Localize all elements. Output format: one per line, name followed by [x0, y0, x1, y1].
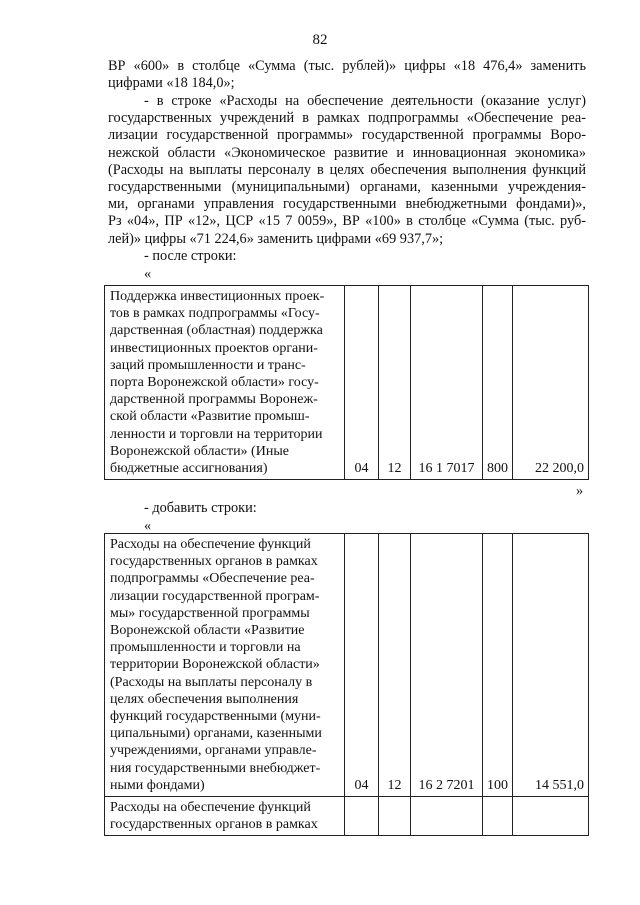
description-line: порта Воронежской области» госу-: [110, 375, 319, 391]
text-line: нежской области «Экономическое развитие и инновационная экономика»: [108, 144, 586, 161]
description-line: государственных органов в рамках: [110, 554, 318, 570]
description-line: дарственная (областная) поддержка: [110, 323, 323, 339]
description-line: промышленности и торговли на: [110, 640, 301, 656]
text-line: цифрами «18 184,0»;: [108, 75, 235, 92]
cell-pr: [379, 797, 411, 836]
cell-sum: [513, 797, 589, 836]
description-line: лизации государственной програм-: [110, 588, 320, 604]
description-line: учреждениями, органами управле-: [110, 743, 317, 759]
description-line: ской области «Развитие промыш-: [110, 409, 310, 425]
text-line: - в строке «Расходы на обеспечение деятельности (оказание услуг): [144, 93, 586, 109]
open-quote: «: [144, 266, 152, 282]
open-quote: «: [144, 518, 152, 534]
description-line: заций промышленности и транс-: [110, 357, 306, 373]
amendment-paragraph: [108, 93, 586, 248]
table-row: [105, 286, 589, 480]
row-description: [105, 797, 345, 836]
intro-paragraph: [108, 58, 586, 92]
cell-pr: 12: [379, 286, 411, 480]
row-description: [105, 534, 345, 797]
cell-rz: 04: [345, 286, 379, 480]
text-line: Рз «04», ПР «12», ЦСР «15 7 0059», ВР «100» в столбце «Сумма (тыс. руб-: [108, 213, 586, 230]
description-line: мы» государственной программы: [110, 605, 310, 621]
text-line: лей)» цифры «71 224,6» заменить цифрами «69 937,7»;: [108, 230, 444, 247]
description-line: Расходы на обеспечение функций: [110, 800, 311, 816]
description-line: ципальными) органами, казенными: [110, 726, 322, 742]
cell-vr: [483, 797, 513, 836]
description-line: подпрограммы «Обеспечение реа-: [110, 571, 315, 587]
text-line: государственными (муниципальными) органами, казенными учреждения-: [108, 179, 586, 196]
cell-sum: 22 200,0: [513, 286, 589, 480]
description-line: дарственной программы Воронеж-: [110, 392, 318, 408]
description-line: Воронежской области «Развитие: [110, 623, 305, 639]
description-line: Воронежской области» (Иные: [110, 443, 289, 459]
cell-vr: 800: [483, 286, 513, 480]
cell-pr: 12: [379, 534, 411, 797]
text-line: ВР «600» в столбце «Сумма (тыс. рублей)» цифры «18 476,4» заменить: [108, 58, 586, 74]
description-line: бюджетные ассигнования): [110, 461, 268, 477]
text-line: (Расходы на выплаты персоналу в целях обеспечения выполнения функций: [108, 161, 586, 178]
cell-csr: 16 1 7017: [411, 286, 483, 480]
text-line: ми, органами управления государственными внебюджетными фондами)»,: [108, 196, 586, 213]
budget-table-new-rows: [104, 533, 589, 836]
budget-table-existing-row: [104, 285, 589, 480]
description-line: ленности и торговли на территории: [110, 426, 323, 442]
table-row: [105, 534, 589, 797]
text-line: лизации государственной программы» государственной программы Воро-: [108, 127, 586, 144]
description-line: тов в рамках подпрограммы «Госу-: [110, 306, 320, 322]
close-quote: »: [576, 483, 584, 499]
after-row-label: - после строки:: [144, 248, 237, 264]
description-line: Поддержка инвестиционных проек-: [110, 289, 325, 304]
row-description: [105, 286, 345, 480]
cell-rz: [345, 797, 379, 836]
description-line: ния государственными внебюджет-: [110, 760, 321, 776]
description-line: инвестиционных проектов органи-: [110, 340, 318, 356]
cell-rz: 04: [345, 534, 379, 797]
add-rows-label: - добавить строки:: [144, 500, 257, 516]
text-line: государственных учреждений в рамках подпрограммы «Обеспечение реа-: [108, 110, 586, 127]
table-row: [105, 797, 589, 836]
description-line: целях обеспечения выполнения: [110, 691, 299, 707]
description-line: государственных органов в рамках: [110, 817, 318, 833]
description-line: функций государственными (муни-: [110, 709, 321, 725]
description-line: ными фондами): [110, 777, 205, 793]
cell-vr: 100: [483, 534, 513, 797]
description-line: территории Воронежской области»: [110, 657, 320, 673]
description-line: Расходы на обеспечение функций: [110, 537, 311, 552]
cell-csr: [411, 797, 483, 836]
description-line: (Расходы на выплаты персоналу в: [110, 674, 313, 690]
page-number: 82: [312, 32, 328, 48]
cell-csr: 16 2 7201: [411, 534, 483, 797]
cell-sum: 14 551,0: [513, 534, 589, 797]
